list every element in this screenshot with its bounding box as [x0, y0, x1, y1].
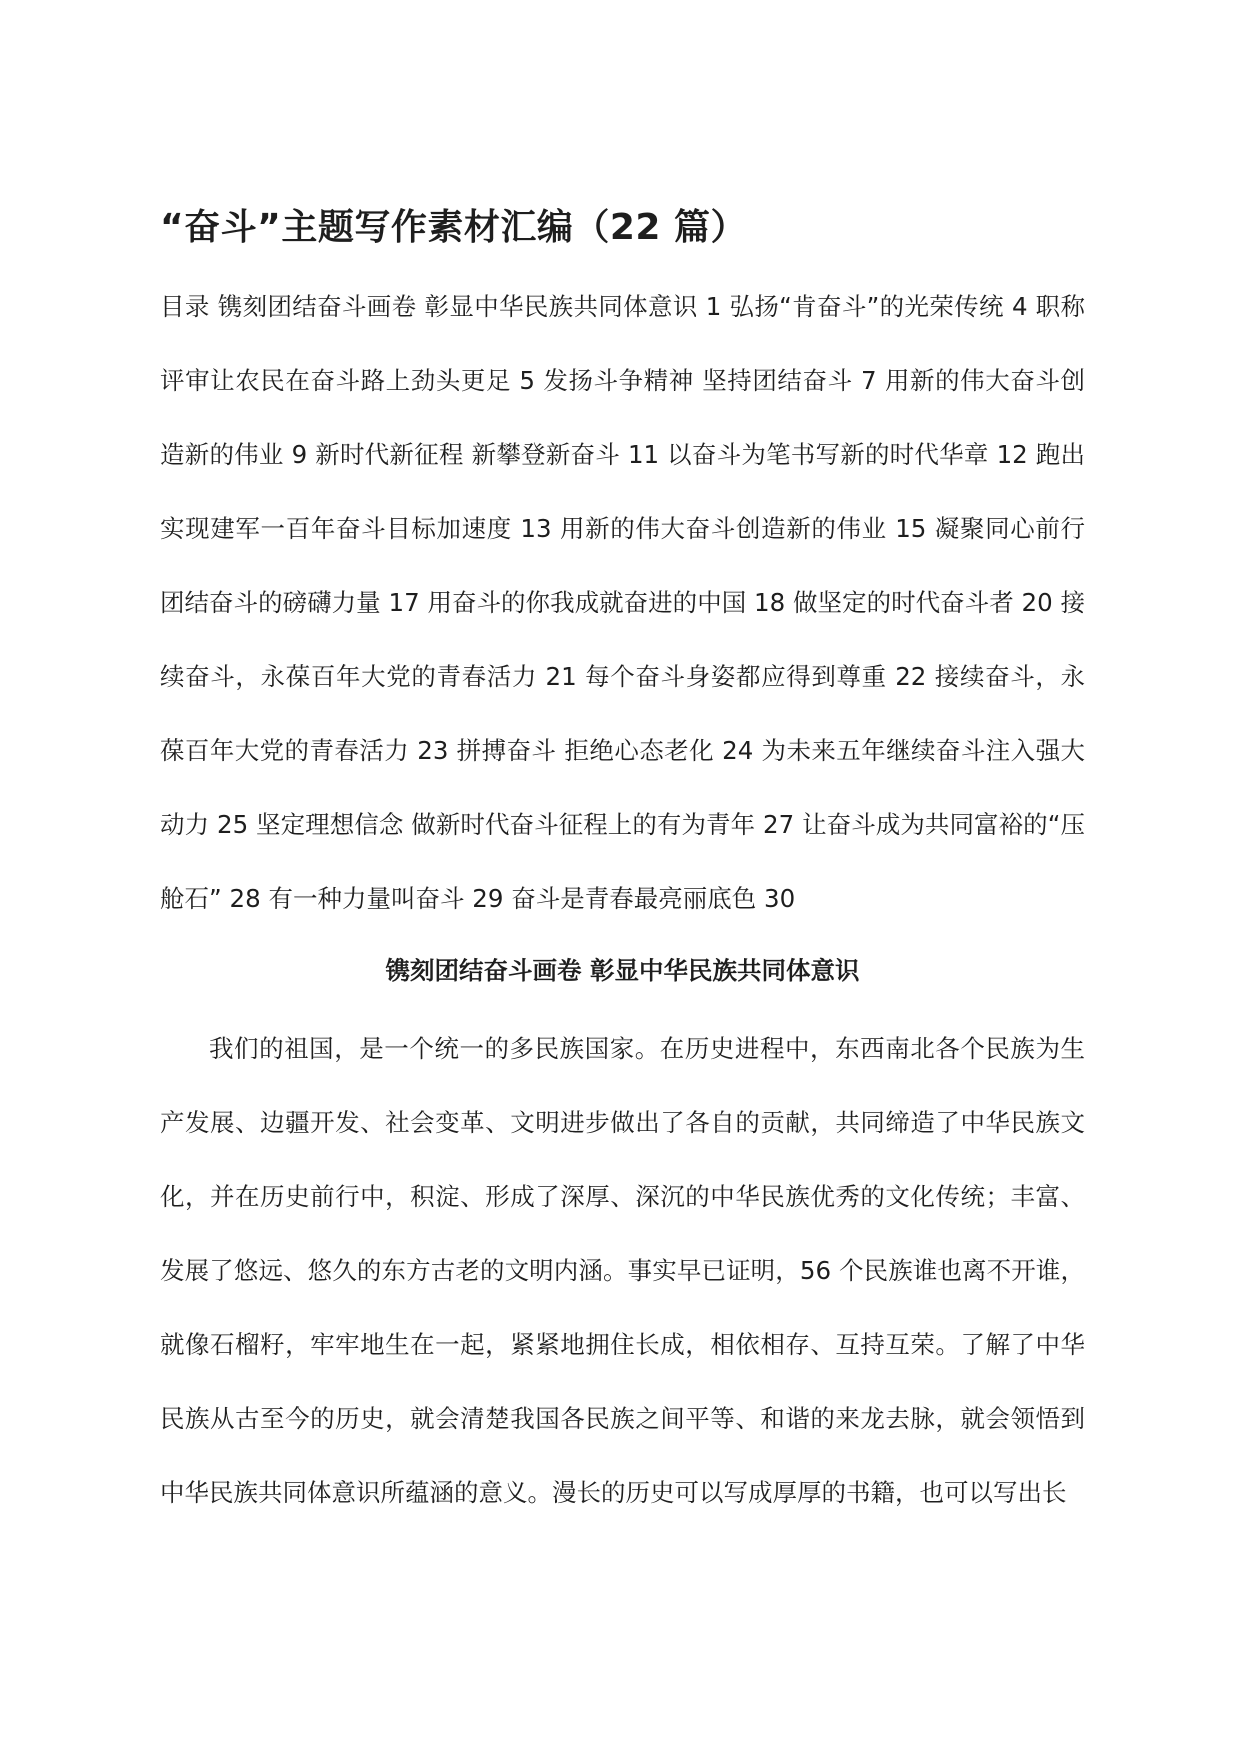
document-title: “奋斗”主题写作素材汇编（22 篇）	[160, 207, 747, 248]
body-paragraph: 我们的祖国，是一个统一的多民族国家。在历史进程中，东西南北各个民族为生产发展、边疆开发、社会变革、文明进步做出了各自的贡献，共同缔造了中华民族文化，并在历史前行中，积淀、形成了深厚、深沉的中华民族优秀的文化传统；丰富、发展了悠远、悠久的东方古老的文明内涵。事实早已证明，56 个民族谁也离不开谁，就像石榴籽，牢牢地生在一起，紧紧地拥住长成，相依相存、互持互荣。了解了中华民族从古至今的历史，就会清楚我国各民族之间平等、和谐的来龙去脉，就会领悟到中华民族共同体意识所蕴涵的意义。漫长的历史可以写成厚厚的书籍，也可以写出长	[160, 1034, 1085, 1507]
table-of-contents: 目录 镌刻团结奋斗画卷 彰显中华民族共同体意识 1 弘扬“肯奋斗”的光荣传统 4 职称评审让农民在奋斗路上劲头更足 5 发扬斗争精神 坚持团结奋斗 7 用新的伟大奋斗创造新的伟业 9 新时代新征程 新攀登新奋斗 11 以奋斗为笔书写新的时代华章 12 跑出实现建军一百年奋斗目标加速度 13 用新的伟大奋斗创造新的伟业 15 凝聚同心前行团结奋斗的磅礴力量 17 用奋斗的你我成就奋进的中国 18 做坚定的时代奋斗者 20 接续奋斗，永葆百年大党的青春活力 21 每个奋斗身姿都应得到尊重 22 接续奋斗，永葆百年大党的青春活力 23 拼搏奋斗 拒绝心态老化 24 为未来五年继续奋斗注入强大动力 25 坚定理想信念 做新时代奋斗征程上的有为青年 27 让奋斗成为共同富裕的“压舱石” 28 有一种力量叫奋斗 29 奋斗是青春最亮丽底色 30	[160, 292, 1085, 913]
section-heading: 镌刻团结奋斗画卷 彰显中华民族共同体意识	[385, 956, 860, 985]
